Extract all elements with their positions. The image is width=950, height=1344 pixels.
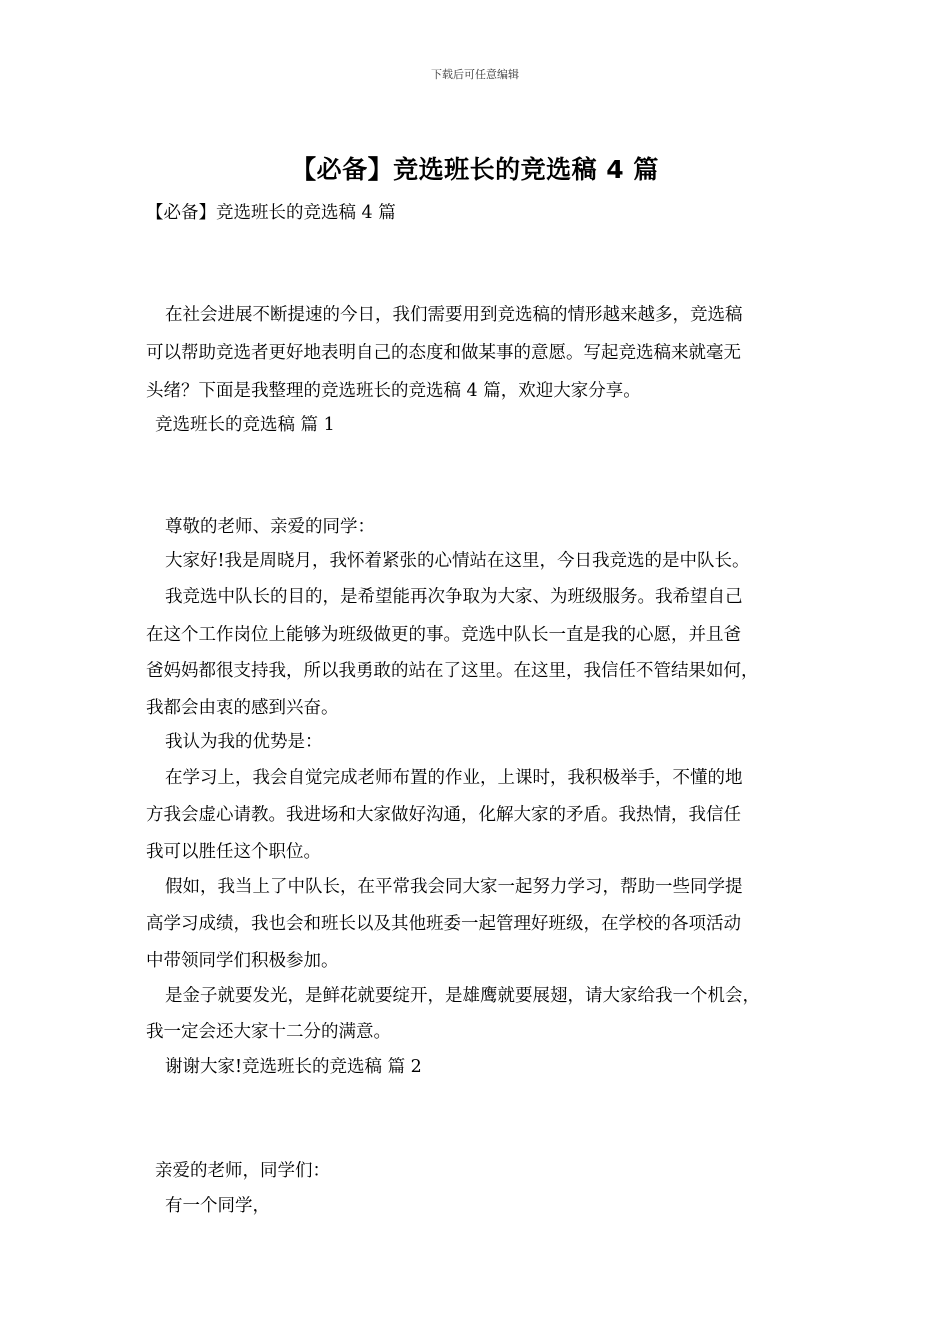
body-line: 在这个工作岗位上能够为班级做更的事。竞选中队长一直是我的心愿，并且爸 [146,625,741,645]
subtitle-line: 【必备】竞选班长的竞选稿 4 篇 [146,203,396,223]
body-line: 亲爱的老师，同学们： [155,1161,330,1181]
body-line: 高学习成绩，我也会和班长以及其他班委一起管理好班级，在学校的各项活动 [146,914,741,934]
document-title: 【必备】竞选班长的竞选稿 4 篇 [291,155,659,184]
body-line: 头绪？下面是我整理的竞选班长的竞选稿 4 篇，欢迎大家分享。 [146,381,641,401]
body-line: 方我会虚心请教。我进场和大家做好沟通，化解大家的矛盾。我热情，我信任 [146,805,741,825]
body-line: 假如，我当上了中队长，在平常我会同大家一起努力学习，帮助一些同学提 [165,877,743,897]
body-line: 有一个同学， [165,1196,270,1216]
body-line: 在社会进展不断提速的今日，我们需要用到竞选稿的情形越来越多，竞选稿 [165,305,743,325]
body-line: 中带领同学们积极参加。 [146,951,339,971]
body-line: 我竞选中队长的目的，是希望能再次争取为大家、为班级服务。我希望自己 [165,587,743,607]
body-line: 大家好!我是周晓月，我怀着紧张的心情站在这里，今日我竞选的是中队长。 [165,551,750,571]
body-line: 我可以胜任这个职位。 [146,842,321,862]
body-line: 是金子就要发光，是鲜花就要绽开，是雄鹰就要展翅，请大家给我一个机会， [165,986,760,1006]
body-line: 我都会由衷的感到兴奋。 [146,698,339,718]
section-heading: 谢谢大家!竞选班长的竞选稿 篇 2 [165,1057,422,1077]
body-line: 在学习上，我会自觉完成老师布置的作业，上课时，我积极举手，不懂的地 [165,768,743,788]
section-heading: 竞选班长的竞选稿 篇 1 [155,415,335,435]
body-line: 爸妈妈都很支持我，所以我勇敢的站在了这里。在这里，我信任不管结果如何， [146,661,759,681]
body-line: 我认为我的优势是： [165,732,323,752]
header-note: 下载后可任意编辑 [431,68,519,81]
body-line: 可以帮助竞选者更好地表明自己的态度和做某事的意愿。写起竞选稿来就毫无 [146,343,741,363]
body-line: 尊敬的老师、亲爱的同学： [165,517,375,537]
body-line: 我一定会还大家十二分的满意。 [146,1022,391,1042]
